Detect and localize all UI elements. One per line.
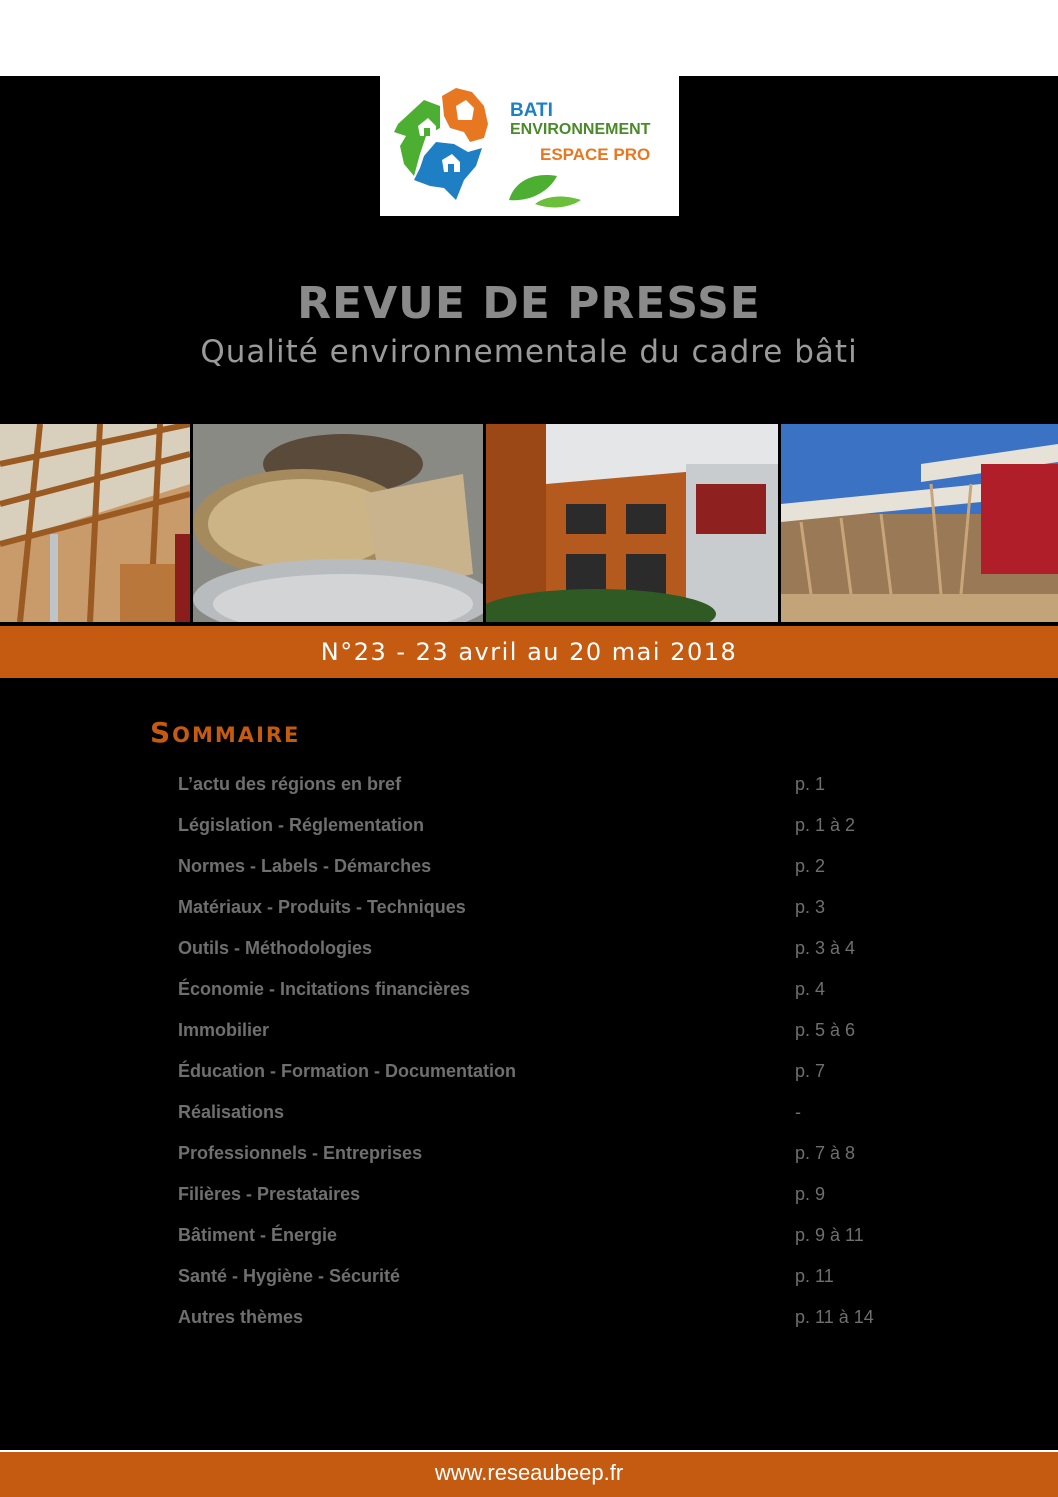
sommaire-rest: OMMAIRE (172, 723, 301, 747)
toc-row[interactable] (0, 815, 1058, 845)
toc-page: p. 1 (795, 774, 826, 794)
toc-label: Normes - Labels - Démarches (178, 856, 432, 876)
toc-label: Filières - Prestataires (178, 1184, 361, 1204)
photo-strip (0, 424, 1058, 622)
logo-line-espace-pro: ESPACE PRO (540, 145, 651, 164)
toc-page: p. 3 (795, 897, 826, 917)
toc-page: p. 9 (795, 1184, 826, 1204)
toc-label: Autres thèmes (178, 1307, 304, 1327)
issue-label: N°23 - 23 avril au 20 mai 2018 (320, 638, 738, 666)
toc-row[interactable] (0, 1020, 1058, 1050)
toc-row[interactable] (0, 1102, 1058, 1132)
toc-page: p. 4 (795, 979, 826, 999)
toc-row[interactable] (0, 774, 1058, 804)
toc-label: Réalisations (178, 1102, 285, 1122)
toc-page: p. 9 à 11 (795, 1225, 864, 1245)
toc-page: p. 1 à 2 (795, 815, 856, 835)
toc-label: Économie - Incitations financières (178, 979, 471, 999)
toc-label: Immobilier (178, 1020, 270, 1040)
logo (380, 76, 679, 216)
toc-page: p. 11 à 14 (795, 1307, 874, 1327)
leaves-icon (505, 160, 585, 210)
toc-label: Législation - Réglementation (178, 815, 425, 835)
toc-row[interactable] (0, 1143, 1058, 1173)
toc-label: Professionnels - Entreprises (178, 1143, 423, 1163)
toc-page: - (795, 1102, 801, 1122)
toc-row[interactable] (0, 979, 1058, 1009)
page-title: REVUE DE PRESSE (297, 278, 761, 329)
toc-row[interactable] (0, 938, 1058, 968)
toc-page: p. 7 à 8 (795, 1143, 856, 1163)
timber-frame-photo (0, 424, 190, 622)
toc-row[interactable] (0, 1061, 1058, 1091)
page-subtitle: Qualité environnementale du cadre bâti (200, 334, 858, 370)
toc-page: p. 5 à 6 (795, 1020, 856, 1040)
toc-page: p. 7 (795, 1061, 826, 1081)
toc-row[interactable] (0, 897, 1058, 927)
toc-row[interactable] (0, 1184, 1058, 1214)
timber-buildings-photo (781, 424, 1058, 622)
toc-row[interactable] (0, 856, 1058, 886)
toc-row[interactable] (0, 1307, 1058, 1337)
toc-label: Santé - Hygiène - Sécurité (178, 1266, 401, 1286)
toc-label: Bâtiment - Énergie (178, 1225, 338, 1245)
toc-label: Outils - Méthodologies (178, 938, 372, 958)
toc-row[interactable] (0, 1225, 1058, 1255)
house-recycle-icon (384, 76, 504, 216)
wooden-courtyard-photo (486, 424, 778, 622)
toc-label: Matériaux - Produits - Techniques (178, 897, 466, 917)
sommaire-heading (150, 716, 300, 749)
toc-page: p. 2 (795, 856, 826, 876)
sommaire-initial: S (150, 716, 173, 749)
toc-label: L’actu des régions en bref (178, 774, 402, 794)
logo-line-bati: BATI (510, 100, 553, 121)
logo-line-environnement: ENVIRONNEMENT (510, 121, 651, 138)
insulation-materials-photo (193, 424, 483, 622)
toc-row[interactable] (0, 1266, 1058, 1296)
footer-url-link[interactable]: www.reseaubeep.fr (434, 1460, 624, 1485)
toc-page: p. 3 à 4 (795, 938, 856, 958)
toc-label: Éducation - Formation - Documentation (178, 1061, 516, 1081)
toc-page: p. 11 (795, 1266, 834, 1286)
